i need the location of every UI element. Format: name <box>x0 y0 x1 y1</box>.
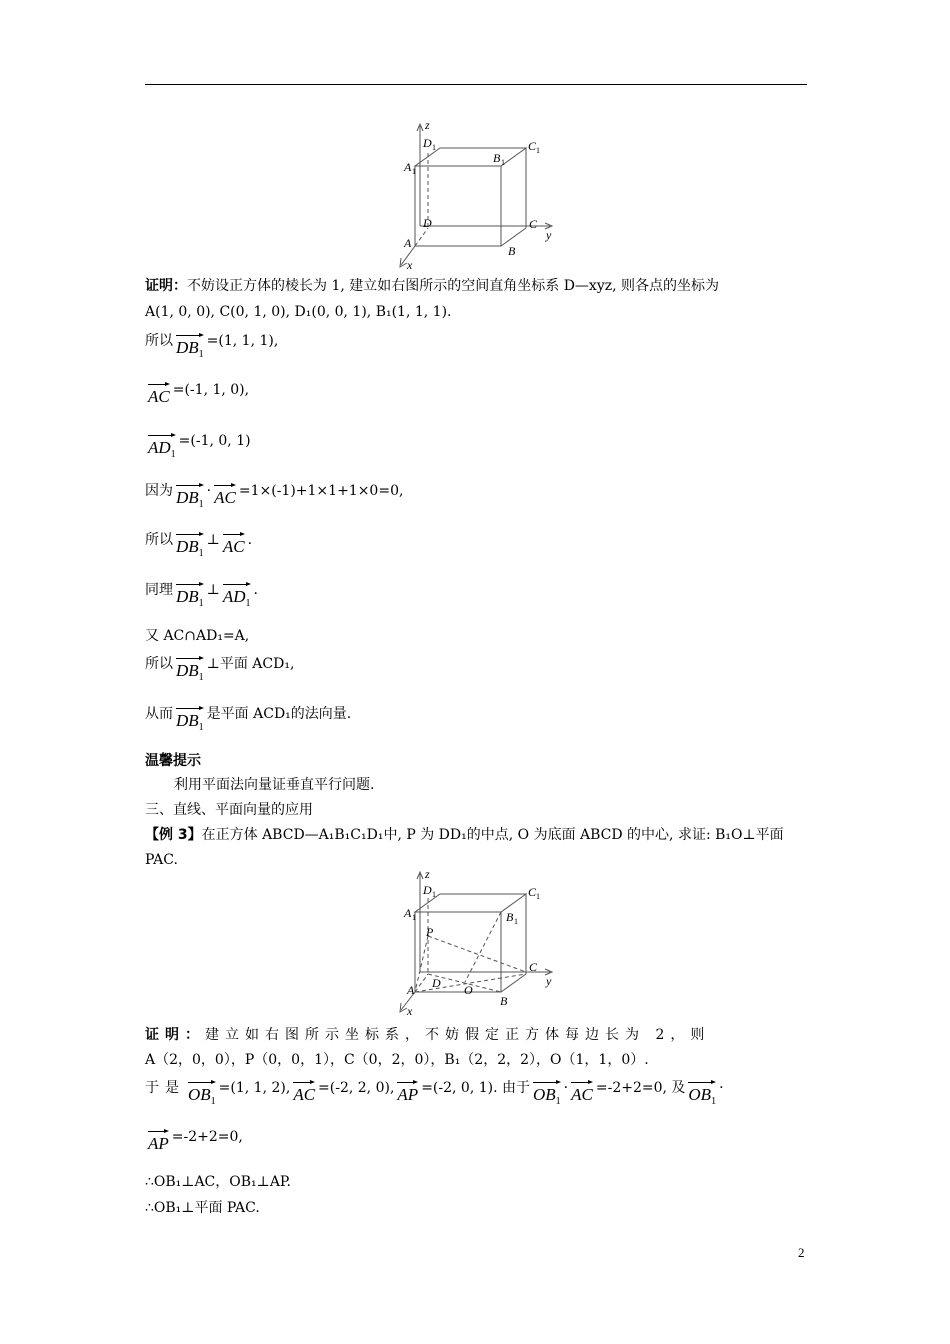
fig2-label-o: O <box>464 983 473 997</box>
proof1-line2: A(1, 0, 0), C(0, 1, 0), D₁(0, 0, 1), B₁(1, 1, 1). <box>145 304 452 320</box>
vector-db1: $DB_1$ <box>176 582 204 613</box>
cube-figure-2 <box>395 868 565 1020</box>
proof1-line1: 证明：不妨设正方体的棱长为 1, 建立如右图所示的空间直角坐标系 D—xyz, 则各点的坐标为 <box>145 278 720 294</box>
example-3-cont: PAC. <box>145 852 178 868</box>
proof2-label: 证明： <box>145 1027 205 1043</box>
vector-db1: $DB_1$ <box>176 483 204 514</box>
fig1-label-c1: C <box>528 139 537 153</box>
proof2-vectors-row: 于是 $OB_1=(1$, 1, 2), AC =(-2, 2, 0), AP =(-2, 0, 1). 由于 $OB_1\cdot$ AC =-2+2=0, 及 $OB_1\cdot$ <box>145 1079 724 1111</box>
svg-text:1: 1 <box>412 913 416 922</box>
proof2-line1: 证明：建立如右图所示坐标系，不妨假定正方体每边长为 2，则 <box>145 1027 711 1043</box>
fig2-label-c1: C <box>528 885 537 899</box>
proof1-ad1-row: $AD_1=(-1$, 0, 1) <box>145 432 251 464</box>
fig1-label-d1: D <box>423 136 432 150</box>
svg-text:1: 1 <box>432 890 436 899</box>
fig1-label-a: A <box>404 236 412 250</box>
fig2-label-b1: B <box>506 910 514 924</box>
proof1-label: 证明： <box>145 278 187 294</box>
fig1-label-y: y <box>546 228 552 242</box>
svg-text:1: 1 <box>412 167 416 176</box>
fig1-label-c: C <box>529 217 538 231</box>
proof2-ap-row: AP =-2+2=0, <box>148 1129 243 1153</box>
svg-text:1: 1 <box>536 146 540 155</box>
fig1-label-b1: B <box>493 151 501 165</box>
fig2-label-z: z <box>425 868 430 881</box>
vector-ac: AC <box>223 532 245 556</box>
vector-ac: AC <box>293 1080 315 1104</box>
svg-text:1: 1 <box>536 892 540 901</box>
proof1-normal-row: 从而 $DB_1$是平面 ACD₁的法向量. <box>145 705 351 737</box>
vector-ap: AP <box>148 1129 169 1153</box>
vector-ac: AC <box>571 1080 593 1104</box>
fig2-label-x: x <box>407 1004 413 1018</box>
proof1-intersect: 又 AC∩AD₁=A, <box>145 628 250 644</box>
fig1-label-d: D <box>423 216 432 230</box>
fig1-label-a1: A <box>404 160 412 174</box>
svg-text:1: 1 <box>432 143 436 152</box>
proof1-perp-ac-row: 所以 $DB_1\perp$ AC . <box>145 531 252 563</box>
example-3-label: 【例 3】 <box>145 827 202 843</box>
fig2-label-d1: D <box>423 883 432 897</box>
fig2-label-c: C <box>529 960 538 974</box>
vector-db1: $DB_1$ <box>176 333 204 364</box>
proof1-plane-row: 所以 $DB_1\perp$平面 ACD₁, <box>145 655 294 687</box>
header-rule <box>145 84 807 85</box>
proof2-line2: A（2，0，0），P（0，0，1），C（0，2，0），B₁（2，2，2），O（1，1，0）. <box>145 1052 649 1068</box>
proof2-conclusion-1: ∴OB₁⊥AC，OB₁⊥AP. <box>145 1174 291 1190</box>
svg-text:1: 1 <box>501 158 505 167</box>
vector-ac: AC <box>148 382 170 406</box>
proof2-conclusion-2: ∴OB₁⊥平面 PAC. <box>145 1200 260 1216</box>
fig2-label-y: y <box>546 974 552 988</box>
vector-db1: $DB_1$ <box>176 656 204 687</box>
vector-db1: $DB_1$ <box>176 706 204 737</box>
example-3: 【例 3】在正方体 ABCD—A₁B₁C₁D₁中, P 为 DD₁的中点, O 为底面 ABCD 的中心, 求证: B₁O⊥平面 <box>145 827 784 843</box>
vector-ob1: $OB_1$ <box>188 1080 216 1111</box>
fig1-label-z: z <box>425 118 430 132</box>
page-number: 2 <box>798 1245 805 1260</box>
vector-ob1: $OB_1$ <box>688 1080 716 1111</box>
proof1-dot-row: 因为 $DB_1\cdot$ AC =1×(-1)+1×1+1×0=0, <box>145 482 403 514</box>
proof1-db1-row: 所以 $DB_1=(1$, 1, 1), <box>145 332 278 364</box>
fig2-label-a1: A <box>404 906 412 920</box>
fig1-label-b: B <box>508 244 516 258</box>
vector-ob1: $OB_1$ <box>533 1080 561 1111</box>
cube-figure-1 <box>395 118 565 274</box>
vector-ac: AC <box>214 483 236 507</box>
proof1-ac-row: AC =(-1, 1, 0), <box>148 382 250 406</box>
tip-title: 温馨提示 <box>145 753 201 769</box>
fig2-label-d: D <box>432 976 441 990</box>
svg-text:1: 1 <box>514 917 518 926</box>
tip-body: 利用平面法向量证垂直平行问题. <box>174 777 375 793</box>
vector-db1: $DB_1$ <box>176 532 204 563</box>
fig2-label-b: B <box>500 994 508 1008</box>
vector-ap: AP <box>397 1080 418 1104</box>
vector-ad1: $AD_1$ <box>148 433 176 464</box>
section-3-heading: 三、直线、平面向量的应用 <box>145 802 313 818</box>
fig2-label-p: P <box>426 925 434 939</box>
proof1-perp-ad1-row: 同理 $DB_1\perp$ $AD_1$. <box>145 581 258 613</box>
fig2-label-a: A <box>407 983 415 997</box>
vector-ad1: $AD_1$ <box>223 582 251 613</box>
fig1-label-x: x <box>407 258 413 272</box>
